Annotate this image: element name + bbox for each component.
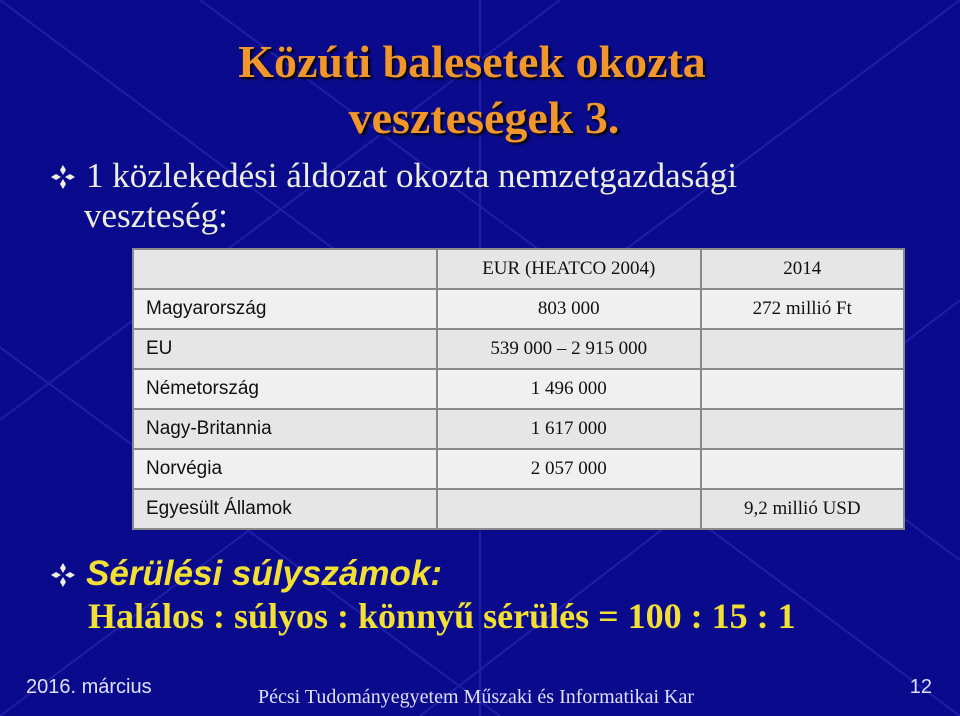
- bullet2-text: Sérülési súlyszámok:: [86, 554, 442, 593]
- table-cell-2014: 9,2 millió USD: [701, 489, 904, 529]
- table-cell-country: Nagy-Britannia: [133, 409, 437, 449]
- footer-date: 2016. március: [26, 676, 152, 698]
- diamond-bullet-icon: [50, 562, 76, 588]
- table-cell-2014: [701, 329, 904, 369]
- footer-page-number: 12: [909, 676, 932, 698]
- table-header-cell: 2014: [701, 249, 904, 289]
- table-cell-eur: 803 000: [437, 289, 701, 329]
- table-cell-country: EU: [133, 329, 437, 369]
- diamond-bullet-icon: [50, 164, 76, 190]
- bullet1-line2: veszteség:: [84, 196, 228, 235]
- table-header-cell: EUR (HEATCO 2004): [437, 249, 701, 289]
- table-row: [133, 409, 904, 449]
- bullet1-line1: 1 közlekedési áldozat okozta nemzetgazdasági: [86, 156, 738, 195]
- bullet-economic-loss: [52, 156, 737, 236]
- table-row: [133, 329, 904, 369]
- bullet-injury-weights: [52, 553, 442, 595]
- table-row: [133, 489, 904, 529]
- table-cell-2014: [701, 409, 904, 449]
- table-cell-country: Németország: [133, 369, 437, 409]
- table-cell-eur: 1 496 000: [437, 369, 701, 409]
- table-cell-2014: [701, 449, 904, 489]
- slide-title-line1: Közúti balesetek okozta: [238, 36, 706, 87]
- table-row: [133, 369, 904, 409]
- table-header-row: [133, 249, 904, 289]
- table-header-cell: [133, 249, 437, 289]
- table-cell-country: Norvégia: [133, 449, 437, 489]
- table-cell-2014: [701, 369, 904, 409]
- table-row: [133, 289, 904, 329]
- table-cell-eur: 539 000 – 2 915 000: [437, 329, 701, 369]
- table-cell-eur: 2 057 000: [437, 449, 701, 489]
- footer-institution: Pécsi Tudományegyetem Műszaki és Informatikai Kar: [258, 686, 695, 708]
- table-cell-country: Magyarország: [133, 289, 437, 329]
- table-cell-eur: [437, 489, 701, 529]
- loss-table: [132, 248, 905, 530]
- slide-title-line2: veszteségek 3.: [348, 92, 620, 143]
- table-cell-country: Egyesült Államok: [133, 489, 437, 529]
- table-row: [133, 449, 904, 489]
- table-cell-eur: 1 617 000: [437, 409, 701, 449]
- injury-ratio-text: Halálos : súlyos : könnyű sérülés = 100 : 15 : 1: [88, 596, 796, 636]
- table-cell-2014: 272 millió Ft: [701, 289, 904, 329]
